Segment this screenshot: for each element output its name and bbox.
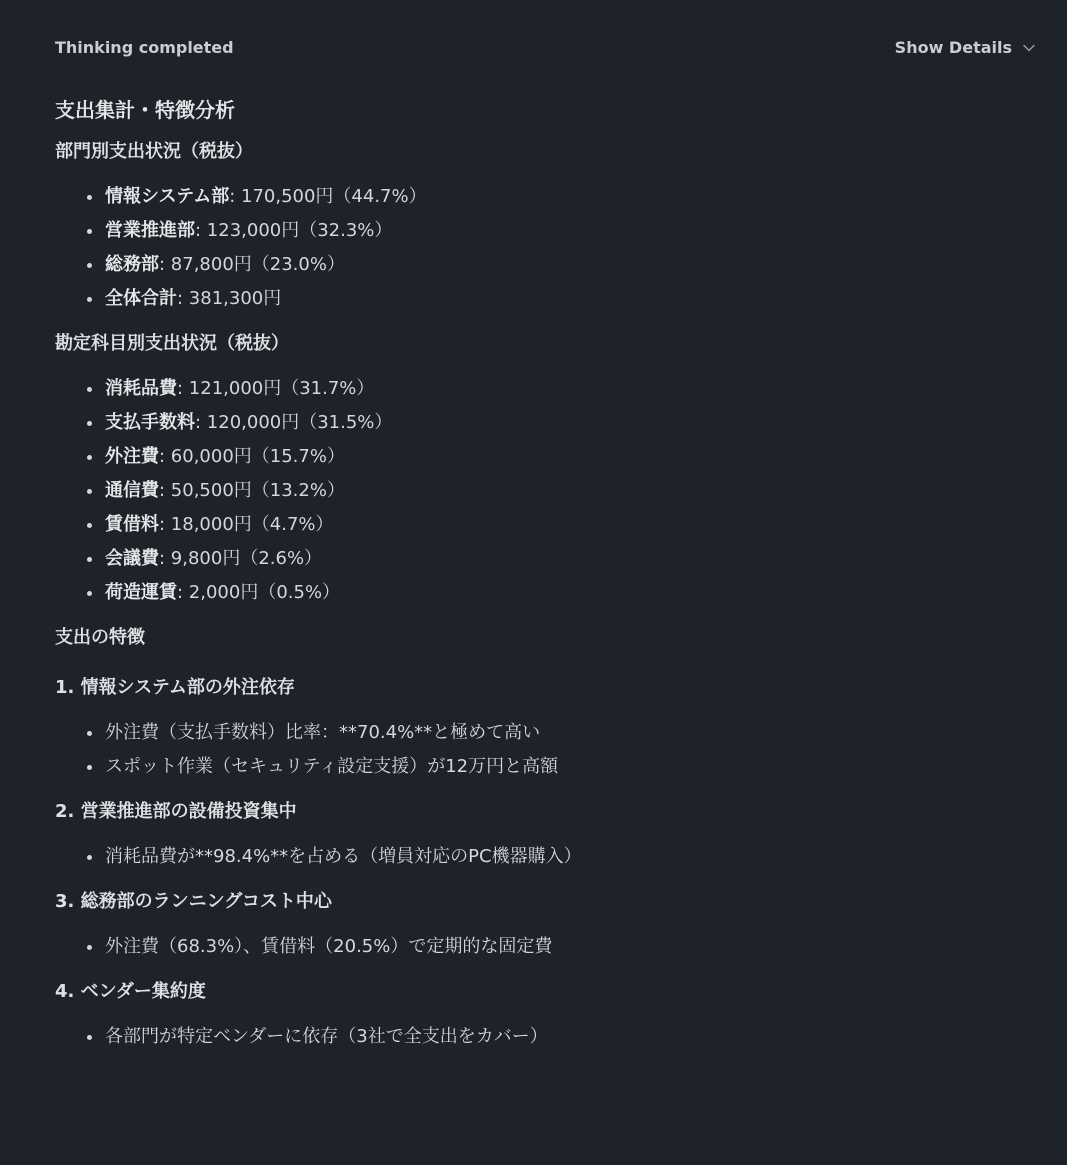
list-item: 荷造運賃: 2,000円（0.5%） [105, 576, 1035, 610]
item-value: 2,000円（0.5%） [188, 582, 341, 603]
features-heading: 支出の特徴 [55, 627, 145, 648]
item-value: 87,800円（23.0%） [170, 254, 345, 275]
item-term: 総務部 [105, 254, 159, 275]
dept-list [55, 180, 1035, 316]
section-title: 支出集計・特徴分析 [55, 98, 235, 122]
item-value: 9,800円（2.6%） [170, 548, 323, 569]
list-item: 消耗品費が**98.4%**を占める（増員対応のPC機器購入） [105, 840, 1035, 874]
thinking-header [55, 35, 1036, 61]
account-list [55, 372, 1035, 610]
list-item: 総務部: 87,800円（23.0%） [105, 248, 1035, 282]
feature-heading: 3. 総務部のランニングコスト中心 [55, 891, 332, 912]
list-item: スポット作業（セキュリティ設定支援）が12万円と高額 [105, 750, 1035, 784]
list-item: 情報システム部: 170,500円（44.7%） [105, 180, 1035, 214]
item-term: 通信費 [105, 480, 159, 501]
list-item: 外注費（68.3%）、賃借料（20.5%）で定期的な固定費 [105, 930, 1035, 964]
show-details-label: Show Details [894, 38, 1012, 57]
item-value: 50,500円（13.2%） [170, 480, 345, 501]
item-term: 消耗品費 [105, 378, 177, 399]
feature-list [55, 930, 1035, 964]
list-item: 各部門が特定ベンダーに依存（3社で全支出をカバー） [105, 1020, 1035, 1054]
feature-list [55, 1020, 1035, 1054]
feature-list [55, 840, 1035, 874]
item-value: 123,000円（32.3%） [206, 220, 393, 241]
list-item: 支払手数料: 120,000円（31.5%） [105, 406, 1035, 440]
item-term: 支払手数料 [105, 412, 195, 433]
item-term: 会議費 [105, 548, 159, 569]
list-item: 全体合計: 381,300円 [105, 282, 1035, 316]
response-content [55, 94, 1035, 1068]
list-item: 営業推進部: 123,000円（32.3%） [105, 214, 1035, 248]
item-term: 営業推進部 [105, 220, 195, 241]
list-item: 賃借料: 18,000円（4.7%） [105, 508, 1035, 542]
list-item: 消耗品費: 121,000円（31.7%） [105, 372, 1035, 406]
list-item: 会議費: 9,800円（2.6%） [105, 542, 1035, 576]
item-value: 18,000円（4.7%） [170, 514, 334, 535]
item-value: 121,000円（31.7%） [188, 378, 375, 399]
show-details-button[interactable] [895, 35, 1036, 61]
chevron-down-icon [1022, 41, 1036, 55]
list-item: 外注費（支払手数料）比率：**70.4%**と極めて高い [105, 716, 1035, 750]
item-term: 外注費 [105, 446, 159, 467]
feature-heading: 2. 営業推進部の設備投資集中 [55, 801, 297, 822]
item-term: 全体合計 [105, 288, 177, 309]
item-value: 120,000円（31.5%） [206, 412, 393, 433]
thinking-status: Thinking completed [55, 38, 234, 57]
item-term: 情報システム部 [105, 186, 230, 207]
feature-heading: 1. 情報システム部の外注依存 [55, 677, 295, 698]
item-term: 賃借料 [105, 514, 159, 535]
list-item: 通信費: 50,500円（13.2%） [105, 474, 1035, 508]
item-value: 60,000円（15.7%） [170, 446, 345, 467]
item-value: 170,500円（44.7%） [241, 186, 427, 207]
list-item: 外注費: 60,000円（15.7%） [105, 440, 1035, 474]
dept-section-heading: 部門別支出状況（税抜） [55, 141, 253, 162]
item-term: 荷造運賃 [105, 582, 177, 603]
account-section-heading: 勘定科目別支出状況（税抜） [55, 333, 289, 354]
feature-list [55, 716, 1035, 784]
item-value: 381,300円 [188, 288, 282, 309]
feature-heading: 4. ベンダー集約度 [55, 981, 206, 1002]
